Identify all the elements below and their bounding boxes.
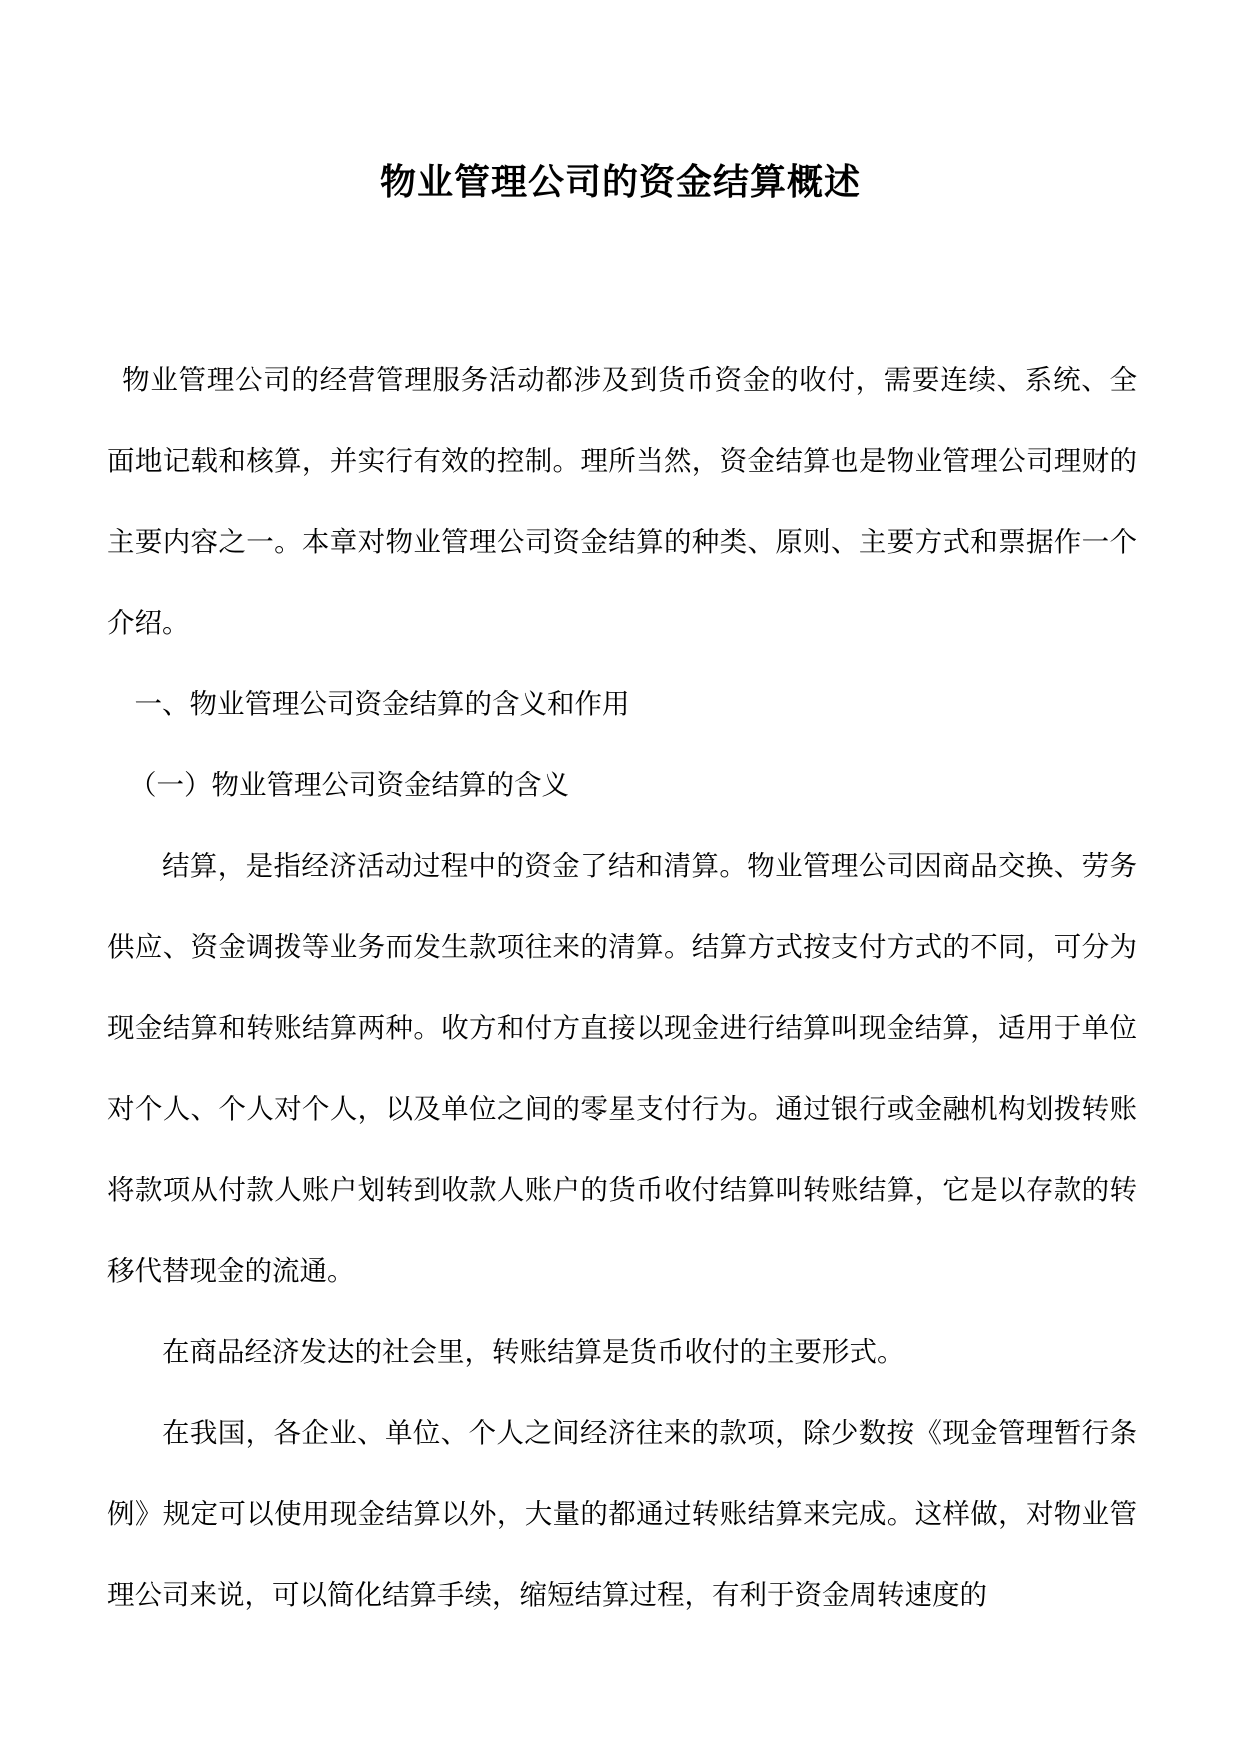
subsection-heading-1: （一）物业管理公司资金结算的含义	[129, 769, 569, 801]
china-settlement-paragraph: 在我国，各企业、单位、个人之间经济往来的款项，除少数按《现金管理暂行条例》规定可以使用现金结算以外，大量的都通过转账结算来完成。这样做，对物业管理公司来说，可以简化结算手续，缩短结算过程，有利于资金周转速度的	[107, 1417, 1137, 1611]
settlement-definition-paragraph: 结算，是指经济活动过程中的资金了结和清算。物业管理公司因商品交换、劳务供应、资金调拨等业务而发生款项往来的清算。结算方式按支付方式的不同，可分为现金结算和转账结算两种。收方和付方直接以现金进行结算叫现金结算，适用于单位对个人、个人对个人，以及单位之间的零星支付行为。通过银行或金融机构划拨转账将款项从付款人账户划转到收款人账户的货币收付结算叫转账结算，它是以存款的转移代替现金的流通。	[107, 850, 1137, 1287]
intro-paragraph: 物业管理公司的经营管理服务活动都涉及到货币资金的收付，需要连续、系统、全面地记载和核算，并实行有效的控制。理所当然，资金结算也是物业管理公司理财的主要内容之一。本章对物业管理公司资金结算的种类、原则、主要方式和票据作一个介绍。	[107, 364, 1137, 639]
transfer-settlement-paragraph: 在商品经济发达的社会里，转账结算是货币收付的主要形式。	[162, 1336, 905, 1368]
document-title: 物业管理公司的资金结算概述	[379, 162, 861, 203]
section-heading-1: 一、物业管理公司资金结算的含义和作用	[134, 688, 630, 720]
document-body	[107, 340, 1137, 1636]
